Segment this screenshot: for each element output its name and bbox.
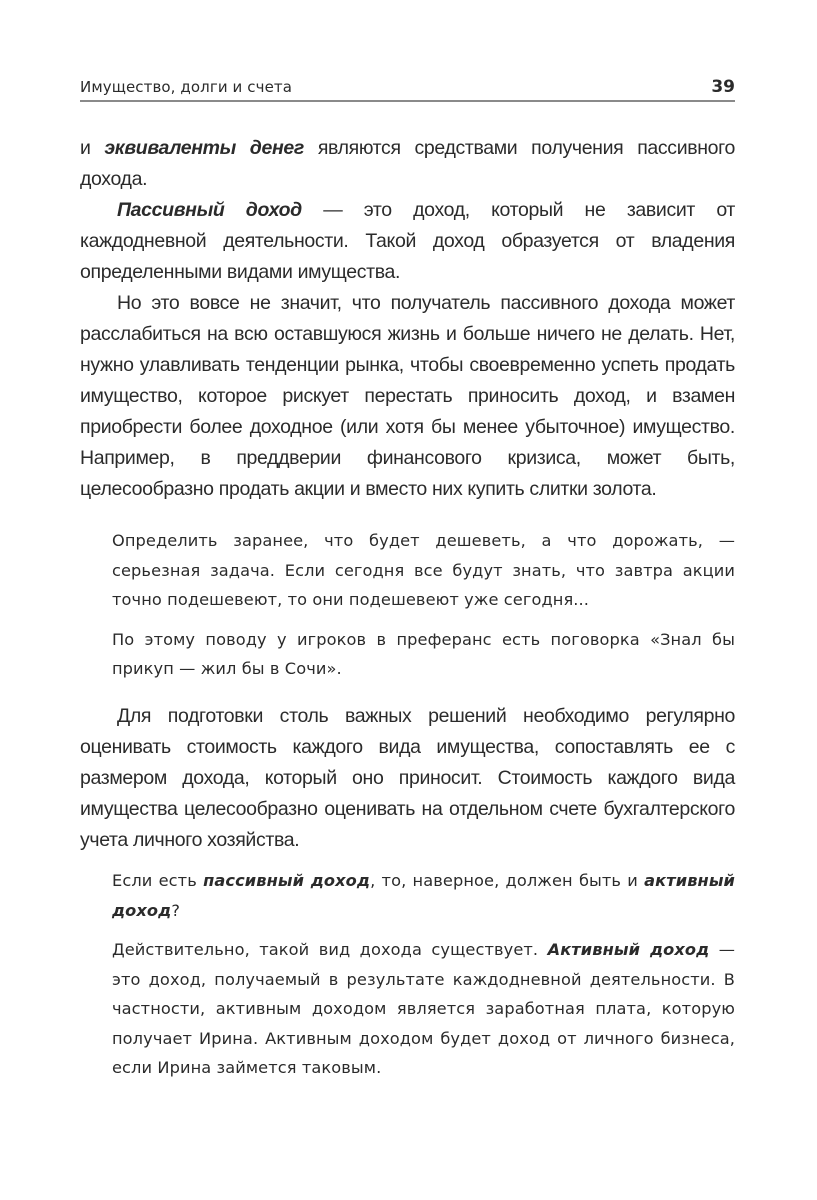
text: и [80,137,105,159]
page-number: 39 [711,77,735,97]
paragraph: Для подготовки столь важных решений необходимо регулярно оценивать стоимость каждого вида имущества, сопоставлять ее с размером дохода, который оно приносит. Стоимость каждого вида имущества целесообразно оценивать на отдельном счете бухгалтерского учета личного хозяйства. [80,705,735,851]
term-passive-income: пассивный доход [203,871,371,890]
aside-note-1 [80,526,735,684]
paragraph [80,133,735,195]
term-active-income: активный доход [112,871,735,920]
text: — это доход, получаемый в результате каждодневной деятельности. В частности, активным доходом является заработная плата, которую получает Ирина. Активным доходом будет доход от личного бизнеса, если Ирина займется таковым. [112,940,735,1077]
running-head [80,78,735,102]
text: ? [171,900,181,920]
paragraph: Но это вовсе не значит, что получатель пассивного дохода может расслабиться на всю оставшуюся жизнь и больше ничего не делать. Нет, нужно улавливать тенденции рынка, чтобы своевременно успеть продать имущество, которое рискует перестать приносить доход, и взамен приобрести более доходное (или хотя бы менее убыточное) имущество. Например, в преддверии финансового кризиса, может быть, целесообразно продать акции и вместо них купить слитки золота. [80,292,735,500]
text: , то, наверное, должен быть и [370,871,645,890]
main-text-block-2 [80,701,735,856]
aside-answer [112,935,735,1083]
text: являются средствами получения пассивного дохода. [80,137,735,190]
text: Если есть [112,871,204,890]
term-passive-income: Пассивный доход [117,199,302,221]
term-active-income: Активный доход [547,940,710,959]
paragraph-passive-income-definition [80,195,735,288]
aside-question [112,866,735,925]
main-text-block-1 [80,133,735,505]
text: Действительно, такой вид дохода существует. [112,940,548,959]
aside-qa [80,866,735,1083]
term-cash-equivalents: эквиваленты денег [104,137,304,159]
text: — это доход, который не зависит от каждодневной деятельности. Такой доход образуется от владения определенными видами имущества. [80,199,735,283]
chapter-title: Имущество, долги и счета [80,78,293,96]
aside-paragraph: Определить заранее, что будет дешеветь, а что дорожать, — серьезная задача. Если сегодня все будут знать, что завтра акции точно подешевеют, то они подешевеют уже сегодня... [112,531,735,609]
aside-paragraph: По этому поводу у игроков в преферанс есть поговорка «Знал бы прикуп — жил бы в Сочи». [112,629,735,678]
